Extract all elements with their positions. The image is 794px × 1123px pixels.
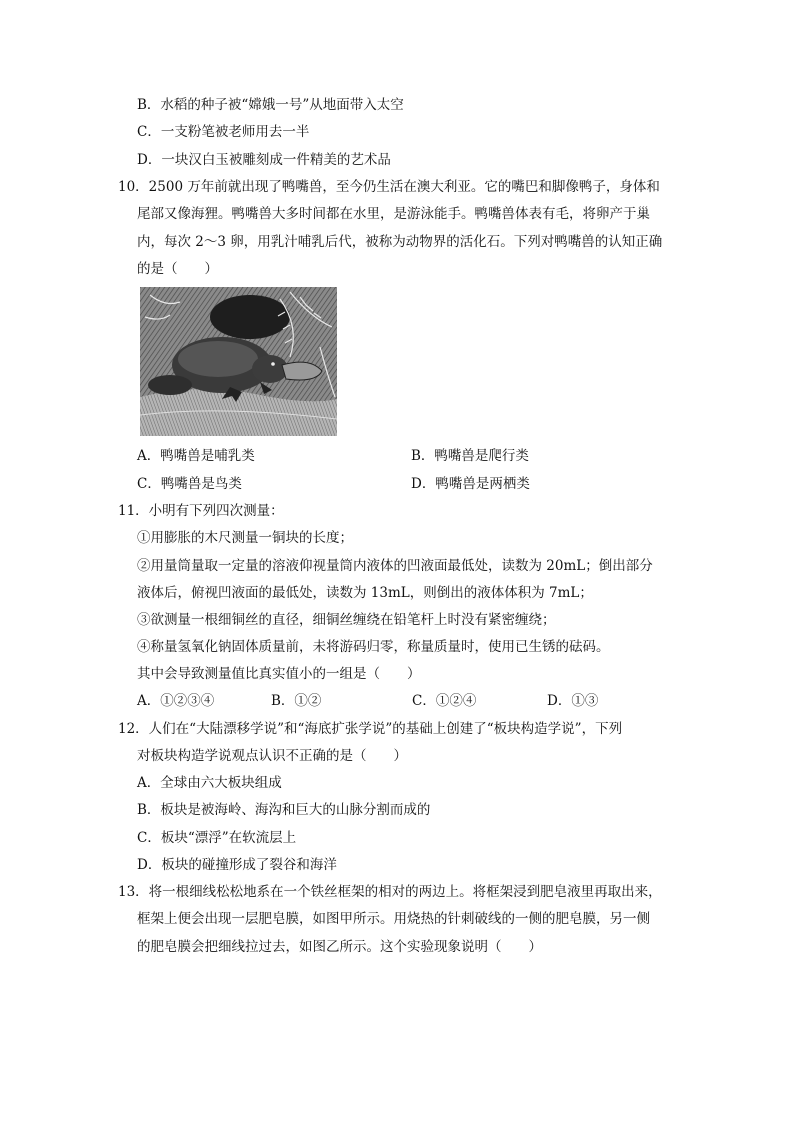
q10-stem-line-2: 尾部又像海狸。鸭嘴兽大多时间都在水里，是游泳能手。鸭嘴兽体表有毛，将卵产于巢 — [137, 206, 650, 222]
q11-option-c: C．①②④ — [412, 693, 477, 709]
q11-option-a: A．①②③④ — [137, 693, 215, 709]
q10-stem-line-4: 的是（ ） — [137, 261, 218, 277]
q10-option-d: D．鸭嘴兽是两栖类 — [411, 476, 530, 492]
q12-option-d: D．板块的碰撞形成了裂谷和海洋 — [137, 857, 337, 873]
q11-item-2-line-1: ②用量筒量取一定量的溶液仰视量筒内液体的凹液面最低处，读数为 20mL；倒出部分 — [137, 558, 653, 574]
q9-option-d: D．一块汉白玉被雕刻成一件精美的艺术品 — [137, 152, 391, 168]
platypus-drawing — [140, 287, 337, 436]
q9-option-c: C．一支粉笔被老师用去一半 — [137, 124, 310, 140]
q12-option-b: B．板块是被海岭、海沟和巨大的山脉分割而成的 — [137, 802, 431, 818]
q11-option-d: D．①③ — [547, 693, 599, 709]
q10-stem-line-3: 内，每次 2～3 卵，用乳汁哺乳后代，被称为动物界的活化石。下列对鸭嘴兽的认知正确 — [137, 234, 663, 250]
q12-option-a: A．全球由六大板块组成 — [137, 775, 282, 791]
q12-stem-line-1: 12．人们在“大陆漂移学说”和“海底扩张学说”的基础上创建了“板块构造学说”，下列 — [118, 721, 623, 737]
q11-item-4: ④称量氢氧化钠固体质量前，未将游码归零，称量质量时，使用已生锈的砝码。 — [137, 639, 610, 655]
q10-option-b: B．鸭嘴兽是爬行类 — [411, 448, 529, 464]
q10-option-a: A．鸭嘴兽是哺乳类 — [137, 448, 255, 464]
q11-item-2-line-2: 液体后，俯视凹液面的最低处，读数为 13mL，则倒出的液体体积为 7mL； — [137, 585, 593, 601]
q12-stem-line-2: 对板块构造学说观点认识不正确的是（ ） — [137, 748, 407, 764]
q11-item-3: ③欲测量一根细铜丝的直径，细铜丝缠绕在铅笔杆上时没有紧密缠绕； — [137, 612, 556, 628]
q10-stem-line-1: 10．2500 万年前就出现了鸭嘴兽，至今仍生活在澳大利亚。它的嘴巴和脚像鸭子，身体和 — [118, 179, 660, 195]
q13-stem-line-3: 的肥皂膜会把细线拉过去，如图乙所示。这个实验现象说明（ ） — [137, 939, 542, 955]
q11-item-1: ①用膨胀的木尺测量一铜块的长度； — [137, 530, 353, 546]
q13-stem-line-1: 13．将一根细线松松地系在一个铁丝框架的相对的两边上。将框架浸到肥皂液里再取出来， — [118, 884, 662, 900]
platypus-illustration — [140, 287, 337, 436]
q10-option-c: C．鸭嘴兽是鸟类 — [137, 476, 242, 492]
q11-option-b: B．①② — [271, 693, 322, 709]
q12-option-c: C．板块“漂浮”在软流层上 — [137, 830, 297, 846]
q13-stem-line-2: 框架上便会出现一层肥皂膜，如图甲所示。用烧热的针刺破线的一侧的肥皂膜，另一侧 — [137, 911, 650, 927]
q11-question: 其中会导致测量值比真实值小的一组是（ ） — [137, 666, 421, 682]
q11-stem: 11．小明有下列四次测量： — [118, 503, 284, 519]
q9-option-b: B．水稻的种子被“嫦娥一号”从地面带入太空 — [137, 97, 404, 113]
